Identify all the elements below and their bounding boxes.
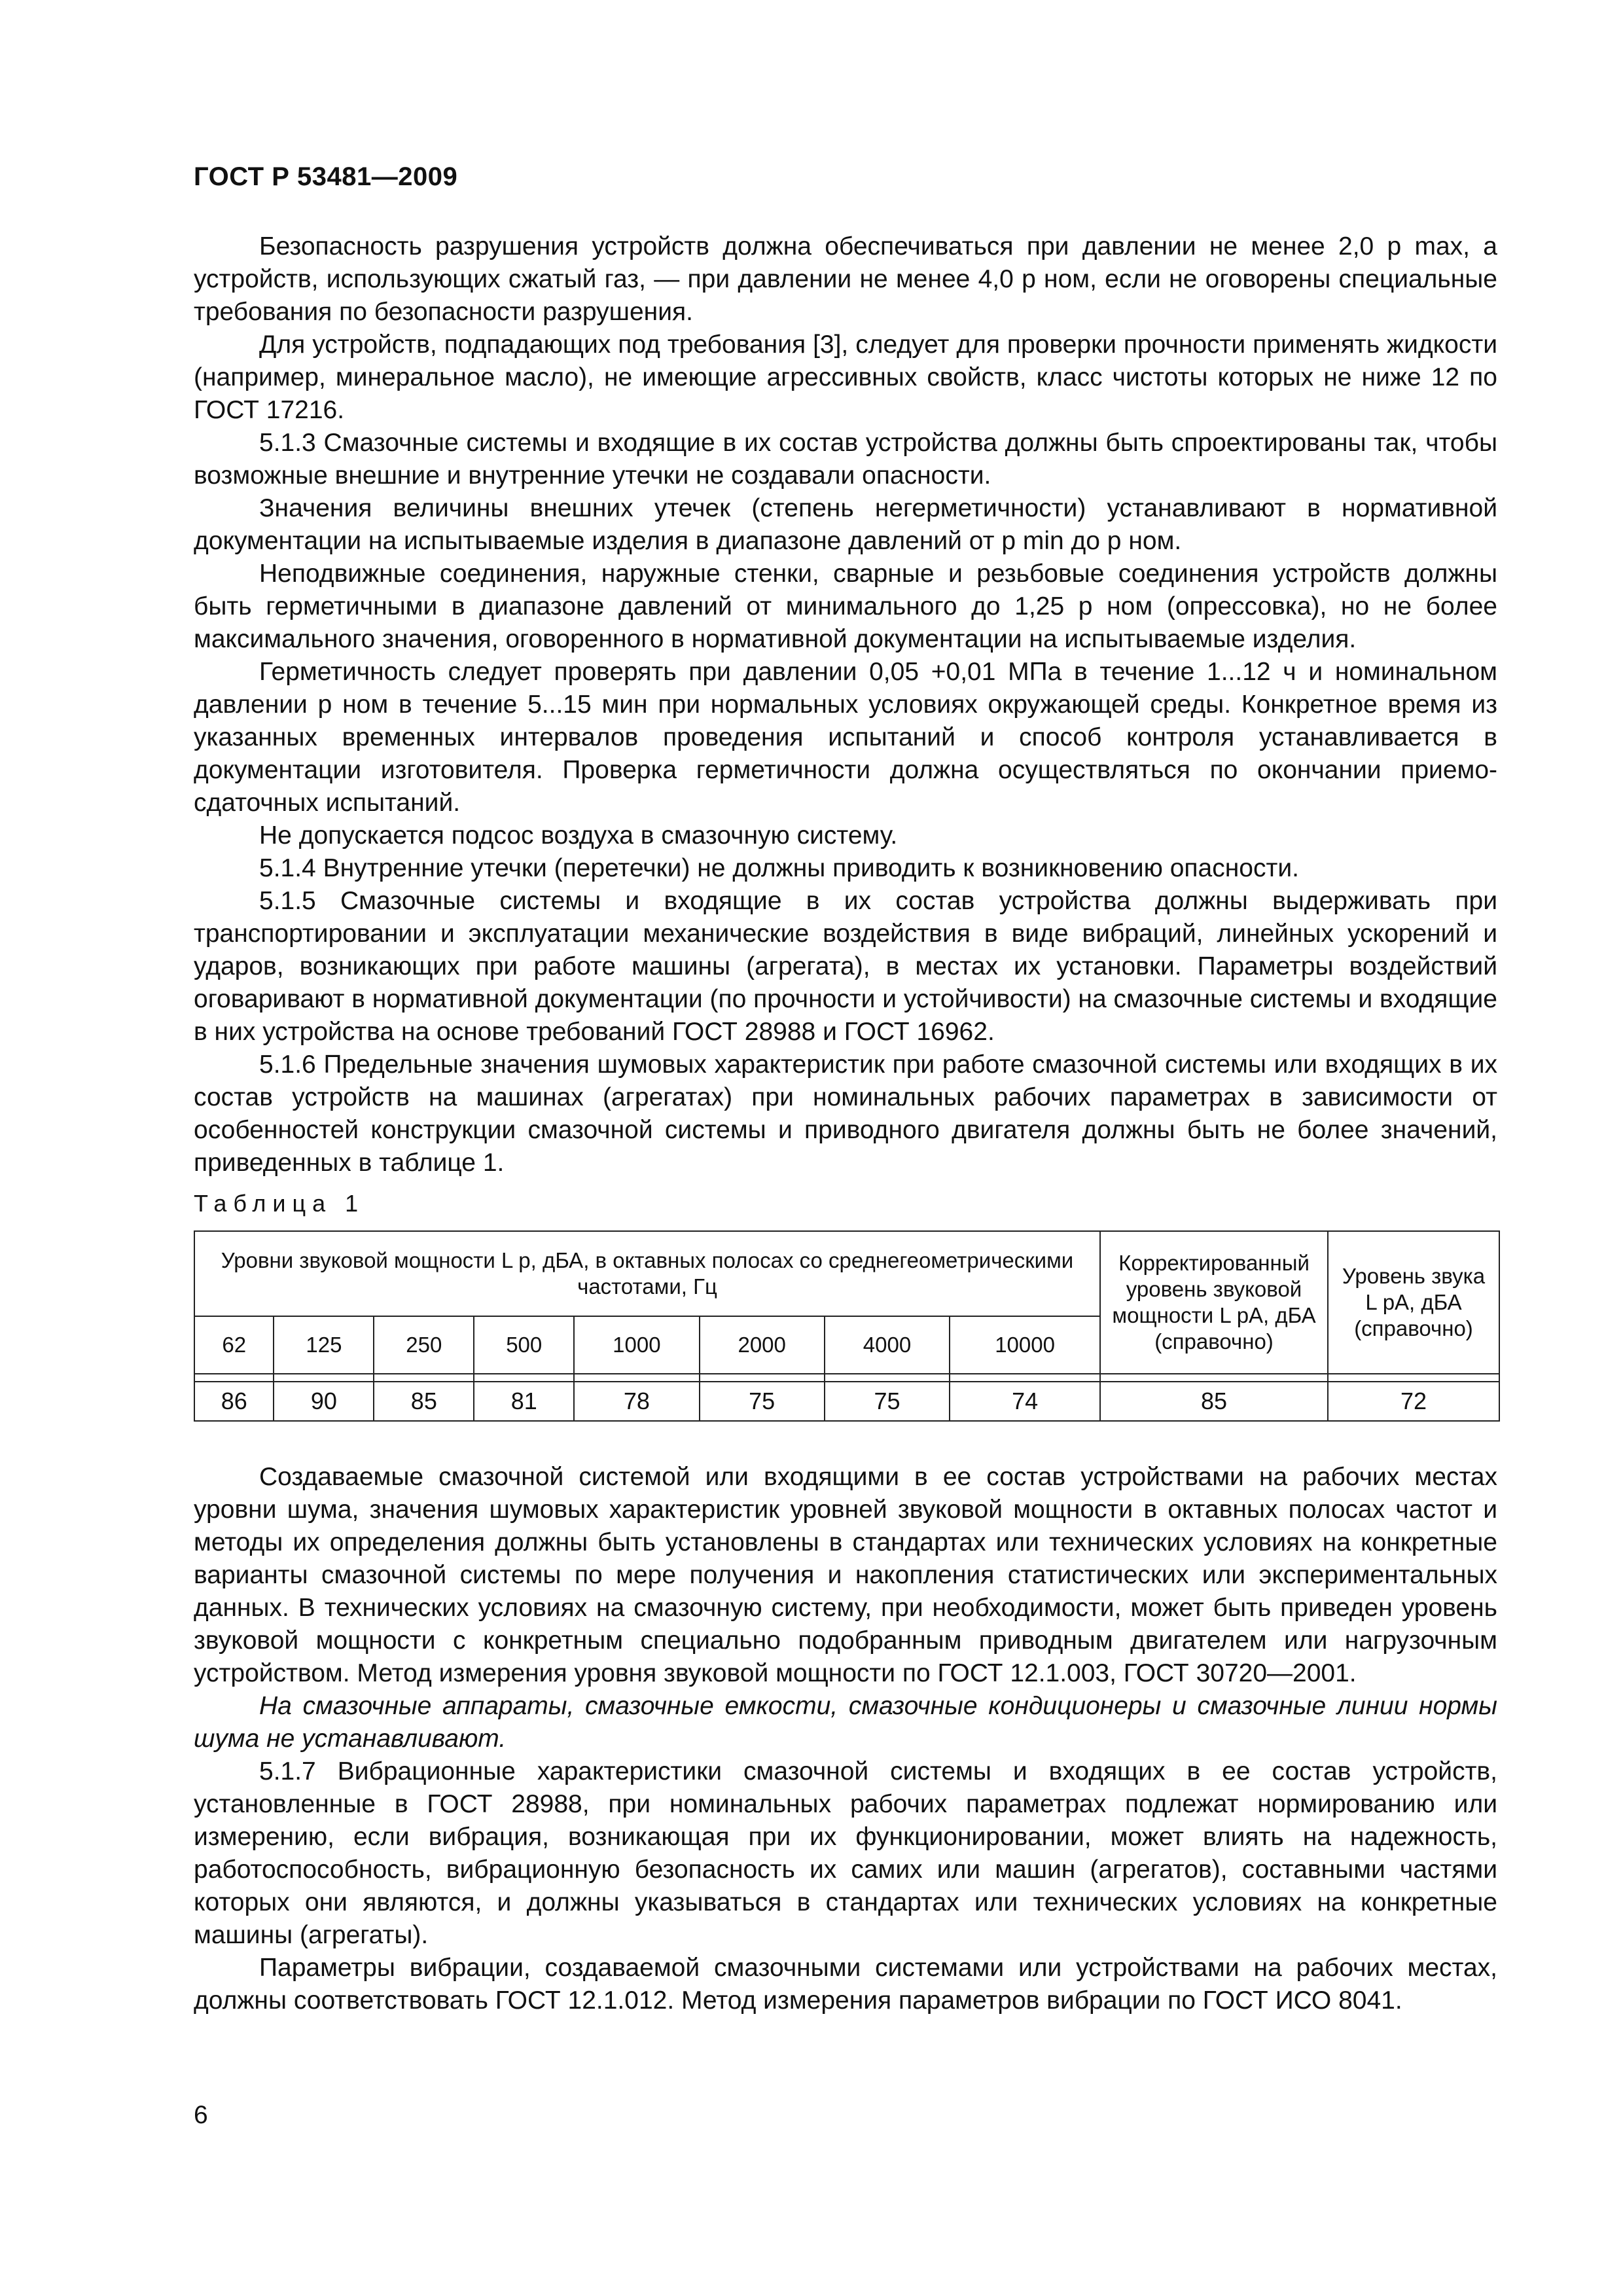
table-frequency-cell: 125 (274, 1316, 374, 1374)
table-frequency-cell: 2000 (700, 1316, 825, 1374)
table-value-cell: 90 (274, 1382, 374, 1421)
body-text-top (194, 230, 1497, 1179)
paragraph: Герметичность следует проверять при давлении 0,05 +0,01 МПа в течение 1...12 ч и номинальном давлении p ном в течение 5...15 мин при нормальных условиях окружающей среды. Конкретное время из указанных временных интервалов проведения испытаний и способ контроля устанавливается в документации изготовителя. Проверка герметичности должна осуществляться по окончании приемо-сдаточных испытаний. (194, 658, 1497, 817)
page-number: 6 (194, 2101, 208, 2129)
paragraph: Создаваемые смазочной системой или входящими в ее состав устройствами на рабочих местах уровни шума, значения шумовых характеристик уровней звуковой мощности в октавных полосах частот и методы их определения должны быть установлены в стандартах или технических условиях на конкретные варианты смазочной системы по мере получения и накопления статистических или экспериментальных данных. В технических условиях на смазочную систему, при необходимости, может быть приведен уровень звуковой мощности с конкретным специально подобранным приводным двигателем или нагрузочным устройством. Метод измерения уровня звуковой мощности по ГОСТ 12.1.003, ГОСТ 30720—2001. (194, 1463, 1497, 1687)
table-caption: Таблица 1 (194, 1190, 365, 1217)
paragraph: Для устройств, подпадающих под требования [3], следует для проверки прочности применять жидкости (например, минеральное масло), не имеющие агрессивных свойств, класс чистоты которых не ниже 12 по ГОСТ 17216. (194, 331, 1497, 424)
table-corrected-value: 85 (1100, 1382, 1328, 1421)
table-value-cell: 75 (825, 1382, 950, 1421)
table-frequency-cell: 1000 (574, 1316, 699, 1374)
table-value-cell: 78 (574, 1382, 699, 1421)
table-value-cell: 74 (950, 1382, 1100, 1421)
noise-table (194, 1230, 1500, 1422)
paragraph: 5.1.4 Внутренние утечки (перетечки) не должны приводить к возникновению опасности. (259, 854, 1299, 882)
table-frequency-cell: 500 (474, 1316, 574, 1374)
table-value-cell: 85 (374, 1382, 474, 1421)
table-value-cell: 86 (194, 1382, 274, 1421)
paragraph: 5.1.3 Смазочные системы и входящие в их состав устройства должны быть спроектированы так, чтобы возможные внешние и внутренние утечки не создавали опасности. (194, 429, 1497, 490)
table-group-header: Уровни звуковой мощности L p, дБА, в октавных полосах со среднегеометрическими частотами, Гц (194, 1231, 1100, 1316)
table-frequency-cell: 250 (374, 1316, 474, 1374)
paragraph: Параметры вибрации, создаваемой смазочными системами или устройствами на рабочих местах, должны соответствовать ГОСТ 12.1.012. Метод измерения параметров вибрации по ГОСТ ИСО 8041. (194, 1954, 1497, 2015)
paragraph: 5.1.5 Смазочные системы и входящие в их состав устройства должны выдерживать при транспортировании и эксплуатации механические воздействия в виде вибраций, линейных ускорений и ударов, возникающих при работе машины (агрегата), в местах их установки. Параметры воздействий оговаривают в нормативной документации (по прочности и устойчивости) на смазочные системы и входящие в них устройства на основе требований ГОСТ 28988 и ГОСТ 16962. (194, 887, 1497, 1046)
paragraph: 5.1.6 Предельные значения шумовых характеристик при работе смазочной системы или входящих в их состав устройств на машинах (агрегатах) при номинальных рабочих параметрах в зависимости от особенностей конструкции смазочной системы и приводного двигателя должны быть не более значений, приведенных в таблице 1. (194, 1050, 1497, 1177)
paragraph: Безопасность разрушения устройств должна обеспечиваться при давлении не менее 2,0 p max, а устройств, использующих сжатый газ, — при давлении не менее 4,0 p ном, если не оговорены специальные требования по безопасности разрушения. (194, 232, 1497, 326)
table-sound-level-header: Уровень звука L pA, дБА (справочно) (1328, 1231, 1499, 1374)
table-value-cell: 75 (700, 1382, 825, 1421)
body-text-bottom (194, 1461, 1497, 2017)
table-value-cell: 81 (474, 1382, 574, 1421)
table-frequency-cell: 62 (194, 1316, 274, 1374)
document-header: ГОСТ Р 53481—2009 (194, 162, 458, 191)
table-frequency-cell: 10000 (950, 1316, 1100, 1374)
table-corrected-header: Корректированный уровень звуковой мощности L pA, дБА (справочно) (1100, 1231, 1328, 1374)
table-frequency-cell: 4000 (825, 1316, 950, 1374)
italic-note: На смазочные аппараты, смазочные емкости, смазочные кондиционеры и смазочные линии нормы шума не устанавливают. (194, 1692, 1497, 1753)
paragraph: Значения величины внешних утечек (степень негерметичности) устанавливают в нормативной документации на испытываемые изделия в диапазоне давлений от p min до p ном. (194, 494, 1497, 555)
table-sound-level-value: 72 (1328, 1382, 1499, 1421)
paragraph: Неподвижные соединения, наружные стенки, сварные и резьбовые соединения устройств должны быть герметичными в диапазоне давлений от минимального до 1,25 p ном (опрессовка), но не более максимального значения, оговоренного в нормативной документации на испытываемые изделия. (194, 560, 1497, 653)
paragraph: 5.1.7 Вибрационные характеристики смазочной системы и входящих в ее состав устройств, установленные в ГОСТ 28988, при номинальных рабочих параметрах подлежат нормированию или измерению, если вибрация, возникающая при их функционировании, может влиять на надежность, работоспособность, вибрационную безопасность их самих или машин (агрегатов), составными частями которых они являются, и должны указываться в стандартах или технических условиях на конкретные машины (агрегаты). (194, 1757, 1497, 1949)
paragraph: Не допускается подсос воздуха в смазочную систему. (259, 821, 898, 850)
